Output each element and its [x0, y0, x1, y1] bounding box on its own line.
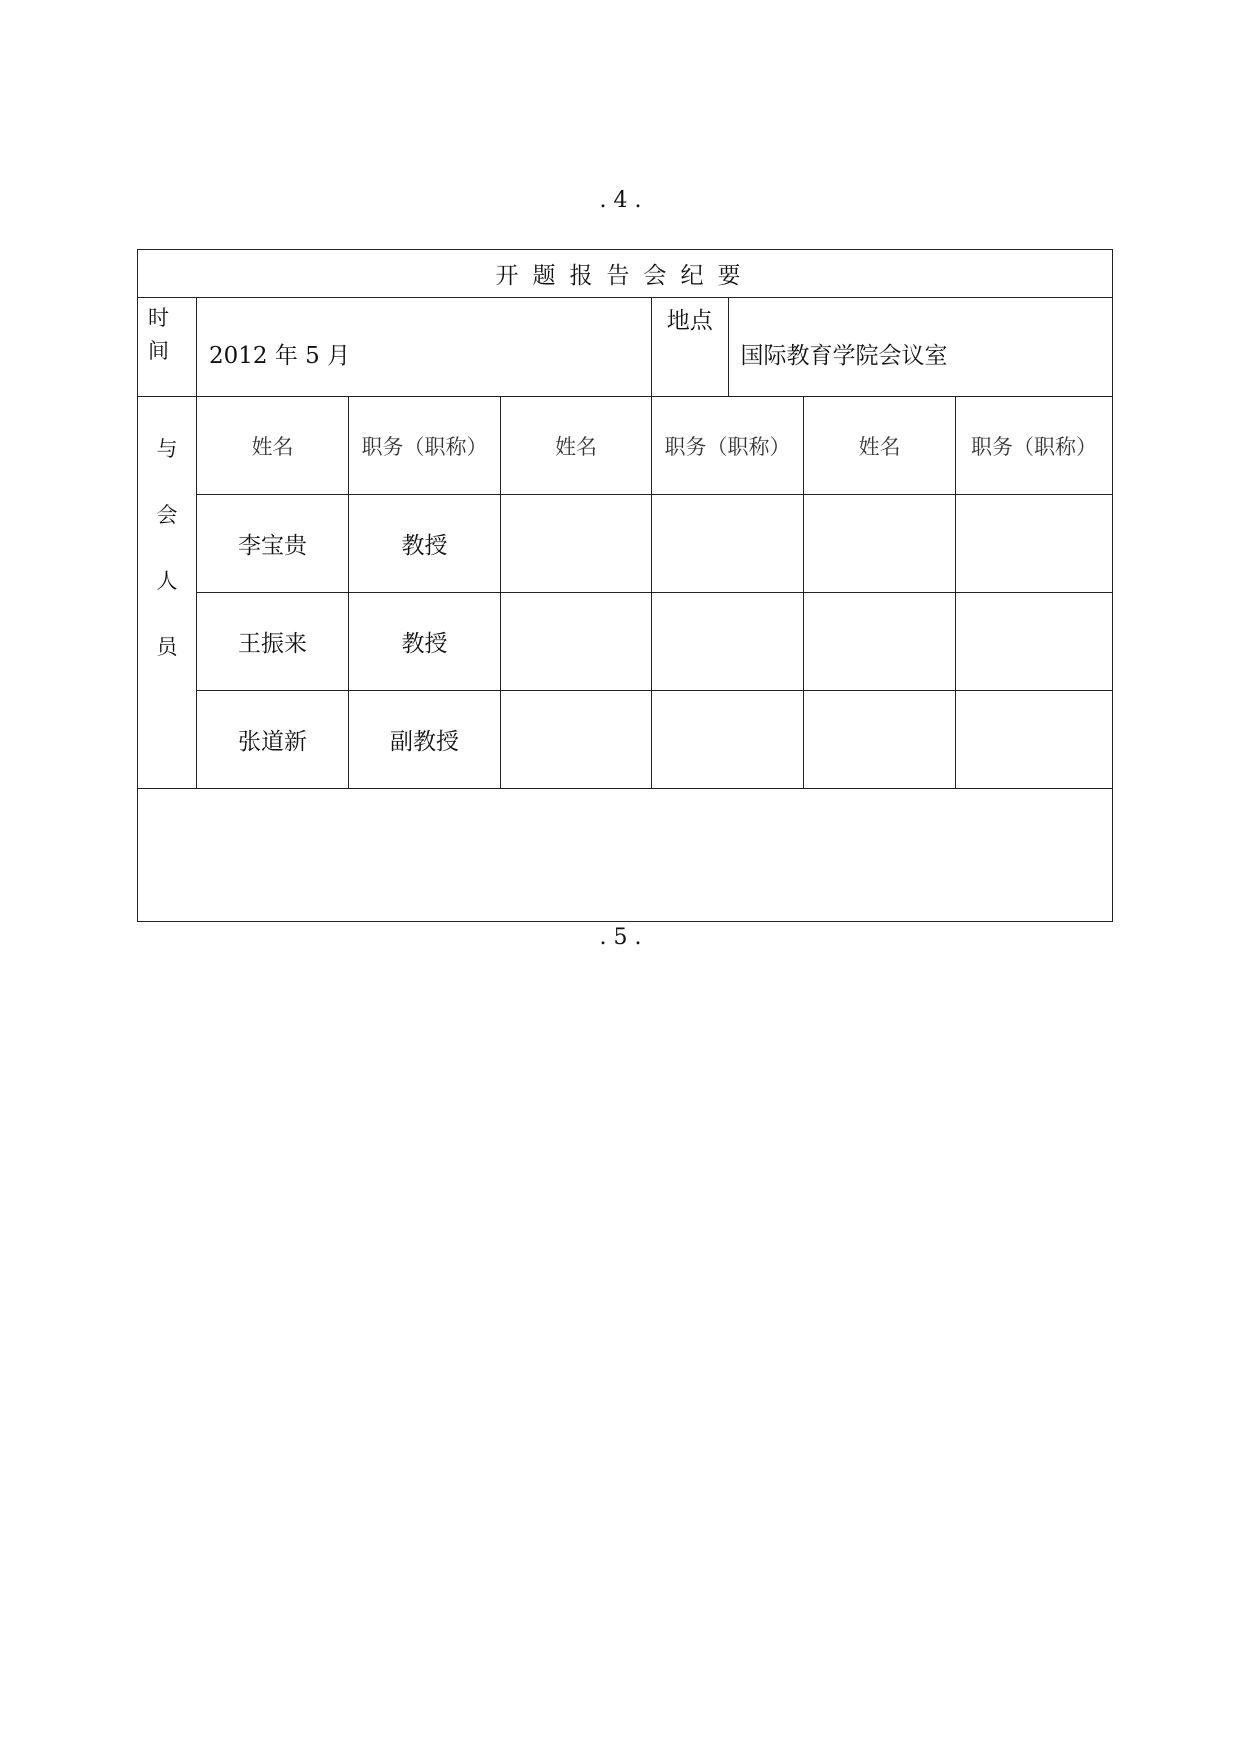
empty-cell [804, 691, 956, 789]
place-label: 地点 [652, 298, 728, 396]
header-name-2: 姓名 [501, 397, 652, 495]
place-value: 国际教育学院会议室 [740, 342, 948, 369]
table-row [138, 593, 1113, 691]
time-label-char: 时 [148, 306, 169, 330]
empty-cell [956, 691, 1113, 789]
attendee-title: 副教授 [349, 691, 501, 789]
page-number-bottom: . 5 . [599, 925, 642, 950]
header-name-3: 姓名 [804, 397, 956, 495]
empty-cell [501, 593, 652, 691]
time-label [138, 298, 197, 397]
attendees-label [138, 397, 197, 789]
attendees-label-char: 员 [156, 635, 178, 659]
meeting-minutes-table [137, 249, 1113, 922]
attendee-name: 张道新 [197, 691, 349, 789]
notes-area [138, 789, 1113, 922]
attendee-title: 教授 [349, 593, 501, 691]
attendees-label-char: 会 [156, 503, 178, 527]
empty-cell [956, 593, 1113, 691]
empty-cell [652, 593, 804, 691]
empty-cell [652, 495, 804, 593]
empty-cell [804, 593, 956, 691]
time-label-char: 间 [148, 339, 169, 363]
header-title-3: 职务（职称） [956, 397, 1113, 495]
empty-cell [652, 691, 804, 789]
page-number-top: . 4 . [599, 188, 642, 213]
place-cell [652, 298, 1113, 397]
attendees-label-char: 与 [156, 437, 178, 461]
table-row [138, 495, 1113, 593]
empty-cell [501, 495, 652, 593]
attendees-label-char: 人 [156, 569, 178, 593]
empty-cell [804, 495, 956, 593]
empty-cell [501, 691, 652, 789]
attendee-name: 王振来 [197, 593, 349, 691]
table-row [138, 691, 1113, 789]
header-title-1: 职务（职称） [349, 397, 501, 495]
header-title-2: 职务（职称） [652, 397, 804, 495]
time-value-text: 2012 年 5 月 [209, 342, 351, 369]
time-value [197, 298, 652, 397]
attendee-title: 教授 [349, 495, 501, 593]
empty-cell [956, 495, 1113, 593]
attendee-name: 李宝贵 [197, 495, 349, 593]
form-title: 开题报告会纪要 [138, 250, 1113, 298]
header-name-1: 姓名 [197, 397, 349, 495]
